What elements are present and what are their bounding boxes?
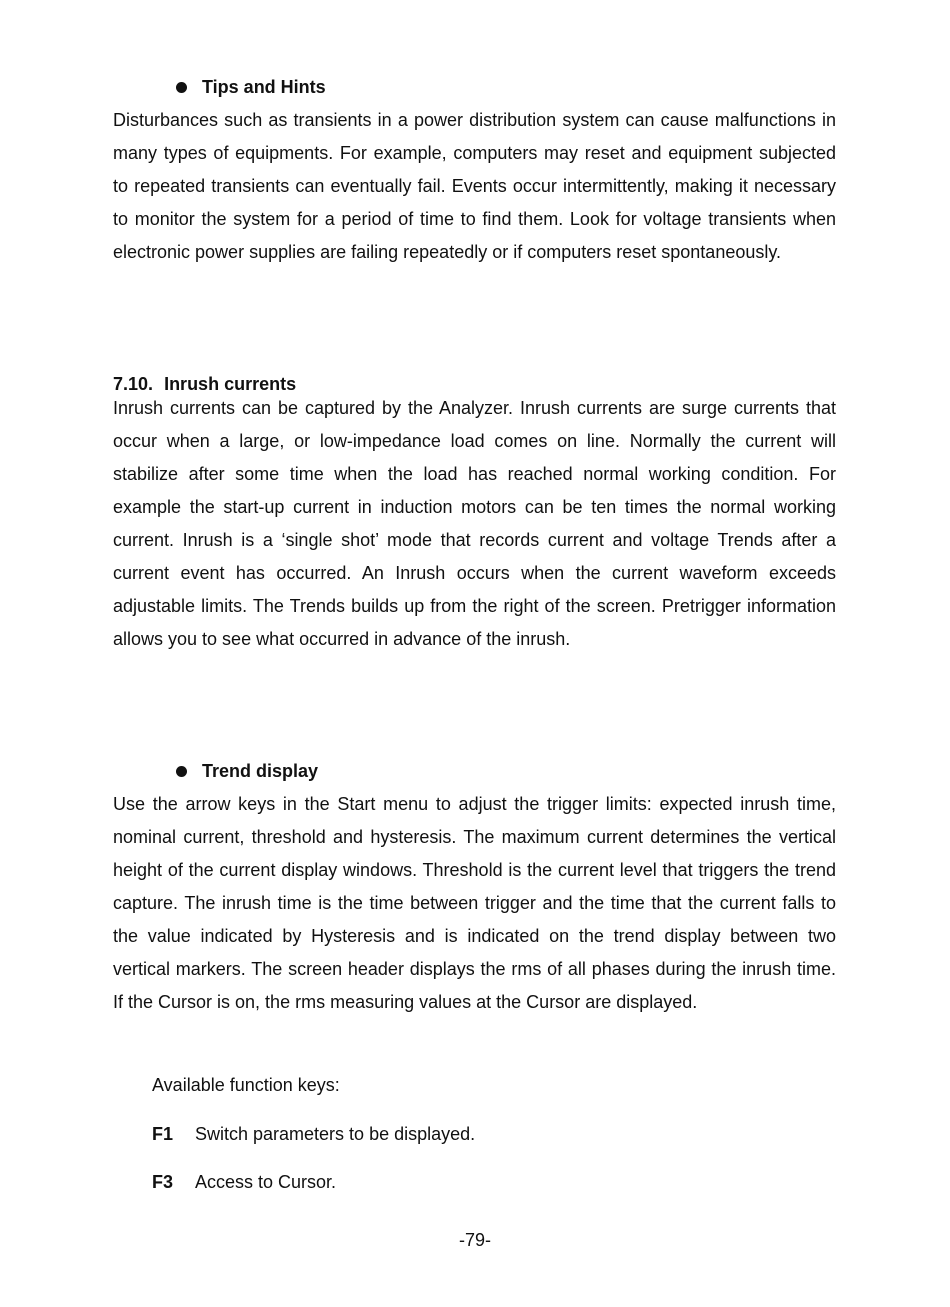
inrush-paragraph: Inrush currents can be captured by the Analyzer. Inrush currents are surge currents that occur when a large, or low-impedance load comes on line. Normally the current will stabilize after some time when the load has reached normal working condition. For example the start-up current in induction motors can be ten times the normal working current. Inrush is a ‘single shot’ mode that records current and voltage Trends after a current event has occurred. An Inrush occurs when the current waveform exceeds adjustable limits. The Trends builds up from the right of the screen. Pretrigger information allows you to see what occurred in advance of the inrush. [113,398,836,649]
function-key-name: F1 [152,1124,174,1144]
function-keys-label: Available function keys: [152,1075,340,1095]
function-key-description: Access to Cursor. [195,1172,337,1192]
tips-heading [176,76,326,98]
trend-heading-text: Trend display [202,761,319,781]
function-key-row [152,1123,475,1145]
section-number: 7.10. [113,374,154,394]
section-title: Inrush currents [164,374,297,394]
tips-paragraph: Disturbances such as transients in a power distribution system can cause malfunctions in many types of equipments. For example, computers may reset and equipment subjected to repeated transients can eventually fail. Events occur intermittently, making it necessary to monitor the system for a period of time to find them. Look for voltage transients when electronic power supplies are failing repeatedly or if computers reset spontaneously. [113,110,836,262]
trend-heading [176,760,318,782]
bullet-icon [176,766,187,777]
function-key-name: F3 [152,1172,174,1192]
tips-heading-text: Tips and Hints [202,77,326,97]
function-key-description: Switch parameters to be displayed. [195,1124,476,1144]
function-key-row [152,1171,336,1193]
trend-paragraph: Use the arrow keys in the Start menu to adjust the trigger limits: expected inrush time, nominal current, threshold and hysteresis. The maximum current determines the vertical height of the current display windows. Threshold is the current level that triggers the trend capture. The inrush time is the time between trigger and the time that the current falls to the value indicated by Hysteresis and is indicated on the trend display between two vertical markers. The screen header displays the rms of all phases during the inrush time. If the Cursor is on, the rms measuring values at the Cursor are displayed. [113,794,836,1012]
bullet-icon [176,82,187,93]
page-number: -79- [458,1230,491,1250]
